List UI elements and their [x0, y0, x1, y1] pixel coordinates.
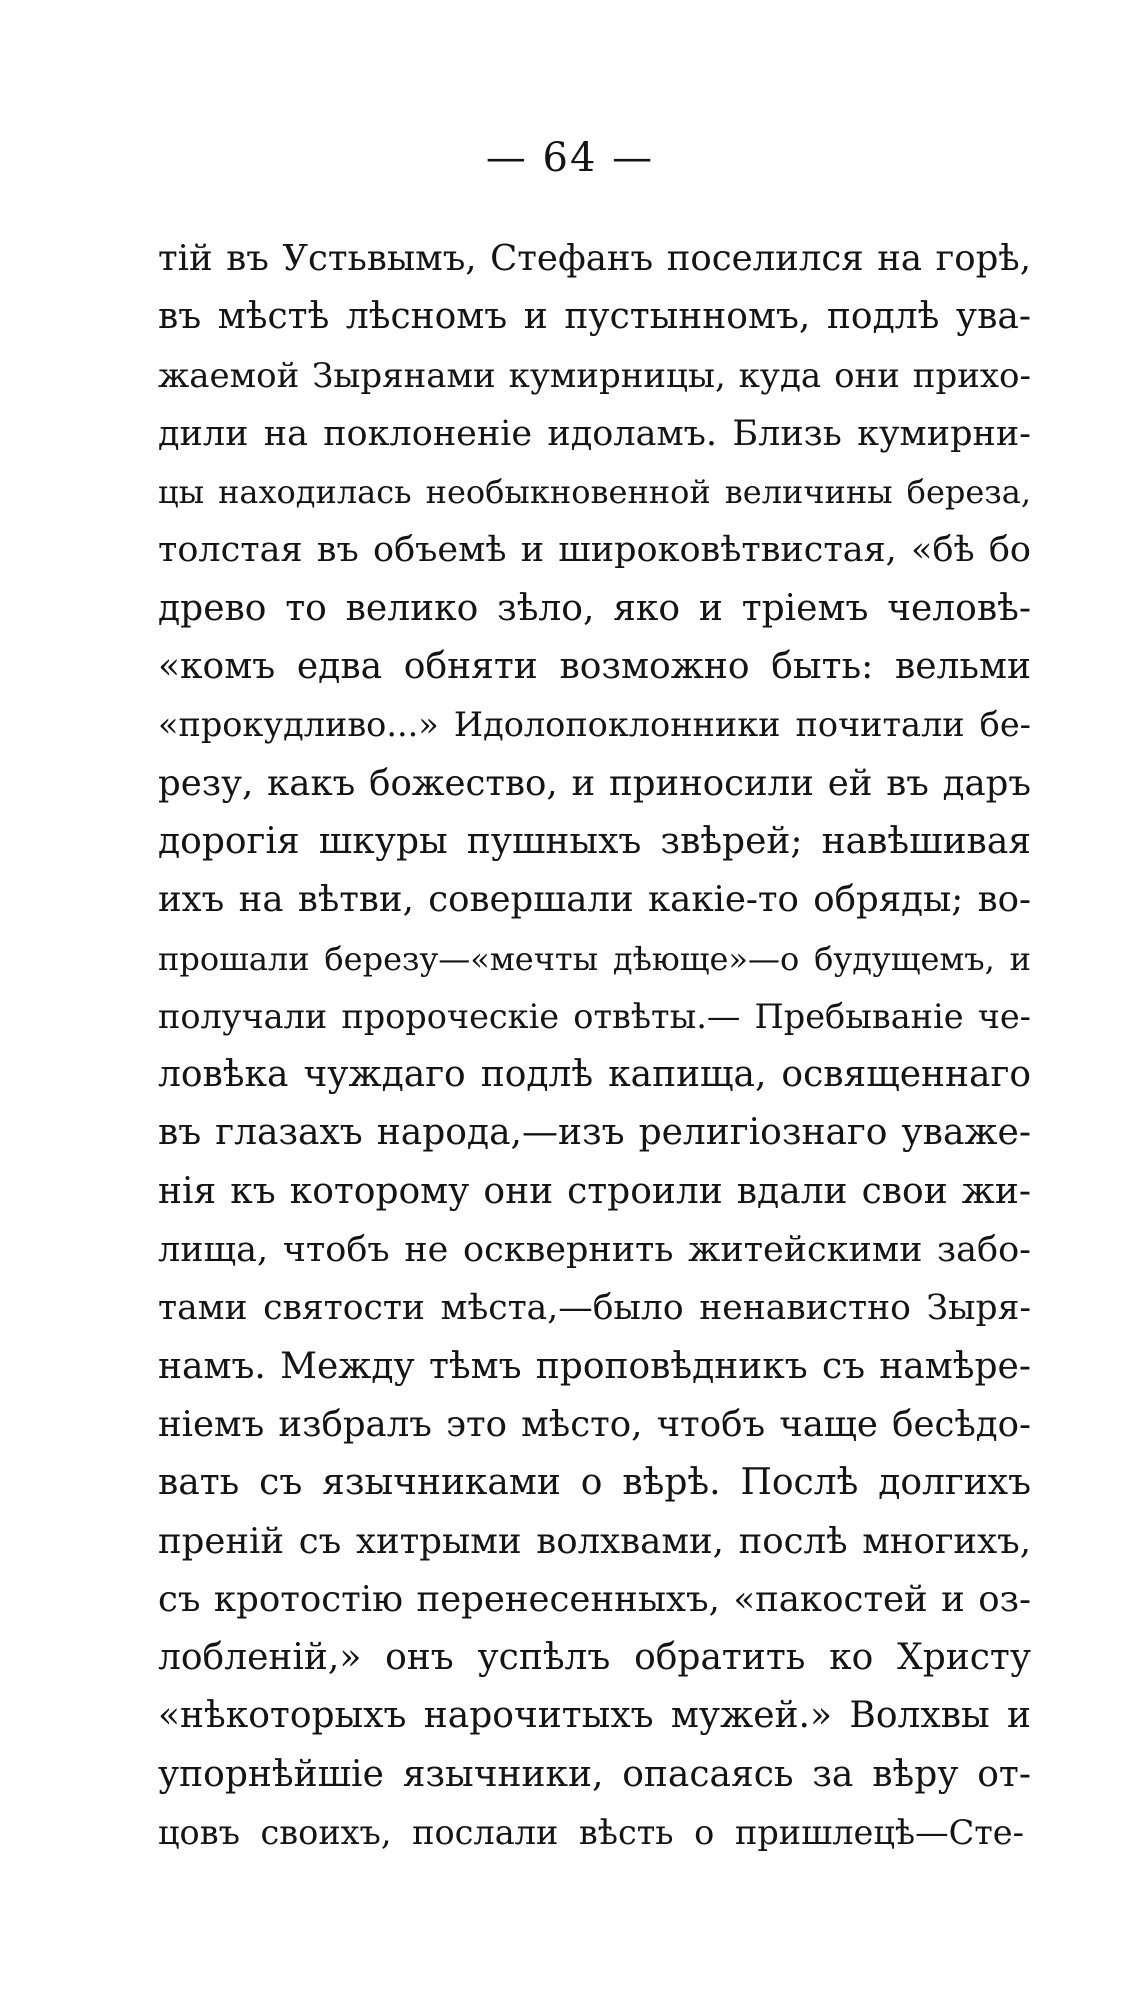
text-line: ніемъ избралъ это мѣсто, чтобъ чаще бесѣдо-	[158, 1403, 1031, 1445]
body-text	[158, 230, 1031, 1862]
text-line: древо то велико зѣло, яко и тріемъ человѣ-	[158, 587, 1031, 629]
text-line: «комъ едва обняти возможно быть: вельми	[158, 646, 1031, 688]
text-line: въ мѣстѣ лѣсномъ и пустынномъ, подлѣ ува-	[158, 296, 1031, 338]
text-line: «нѣкоторыхъ нарочитыхъ мужей.» Волхвы и	[158, 1695, 1031, 1737]
text-line: намъ. Между тѣмъ проповѣдникъ съ намѣре-	[158, 1345, 1031, 1387]
text-line: нія къ которому они строили вдали свои жи-	[158, 1170, 1031, 1212]
text-line: цы находилась необыкновенной величины береза,	[158, 473, 1031, 512]
text-line: дили на поклоненіе идоламъ. Близь кумирни-	[158, 413, 1031, 454]
text-line: лобленій,» онъ успѣлъ обратить ко Христу	[158, 1637, 1031, 1679]
page-number: — 64 —	[485, 135, 655, 181]
text-line: цовъ своихъ, послали вѣсть о пришлецѣ—Сте-	[158, 1813, 1024, 1853]
text-line: толстая въ объемѣ и широковѣтвистая, «бѣ бо	[158, 530, 1031, 571]
text-line: получали пророческіе отвѣты.— Пребываніе че-	[158, 996, 1031, 1036]
text-line: тій въ Устьвымъ, Стефанъ поселился на горѣ,	[158, 238, 1031, 279]
text-line: упорнѣйшіе язычники, опасаясь за вѣру от-	[158, 1753, 1031, 1795]
text-line: ловѣка чуждаго подлѣ капища, освященнаго	[158, 1054, 1031, 1096]
text-line: въ глазахъ народа,—изъ религіознаго уваже-	[158, 1112, 1031, 1154]
text-line: прошали березу—«мечты дѣюще»—о будущемъ, и	[158, 939, 1031, 978]
text-line: дорогія шкуры пушныхъ звѣрей; навѣшивая	[158, 820, 1031, 862]
text-line: вать съ язычниками о вѣрѣ. Послѣ долгихъ	[158, 1462, 1031, 1504]
text-line: «прокудливо...» Идолопоклонники почитали бе-	[158, 705, 1031, 745]
text-line: резу, какъ божество, и приносили ей въ даръ	[158, 762, 1031, 804]
text-line: ихъ на вѣтви, совершали какіе-то обряды; во-	[158, 879, 1031, 921]
text-line: жаемой Зырянами кумирницы, куда они прихо-	[158, 355, 1031, 396]
text-line: тами святости мѣста,—было ненавистно Зыря-	[158, 1288, 1031, 1329]
text-line: съ кротостію перенесенныхъ, «пакостей и оз-	[158, 1578, 1031, 1620]
text-line: лища, чтобъ не осквернить житейскими забо-	[158, 1230, 1031, 1271]
text-line: преній съ хитрыми волхвами, послѣ многихъ,	[158, 1520, 1031, 1562]
